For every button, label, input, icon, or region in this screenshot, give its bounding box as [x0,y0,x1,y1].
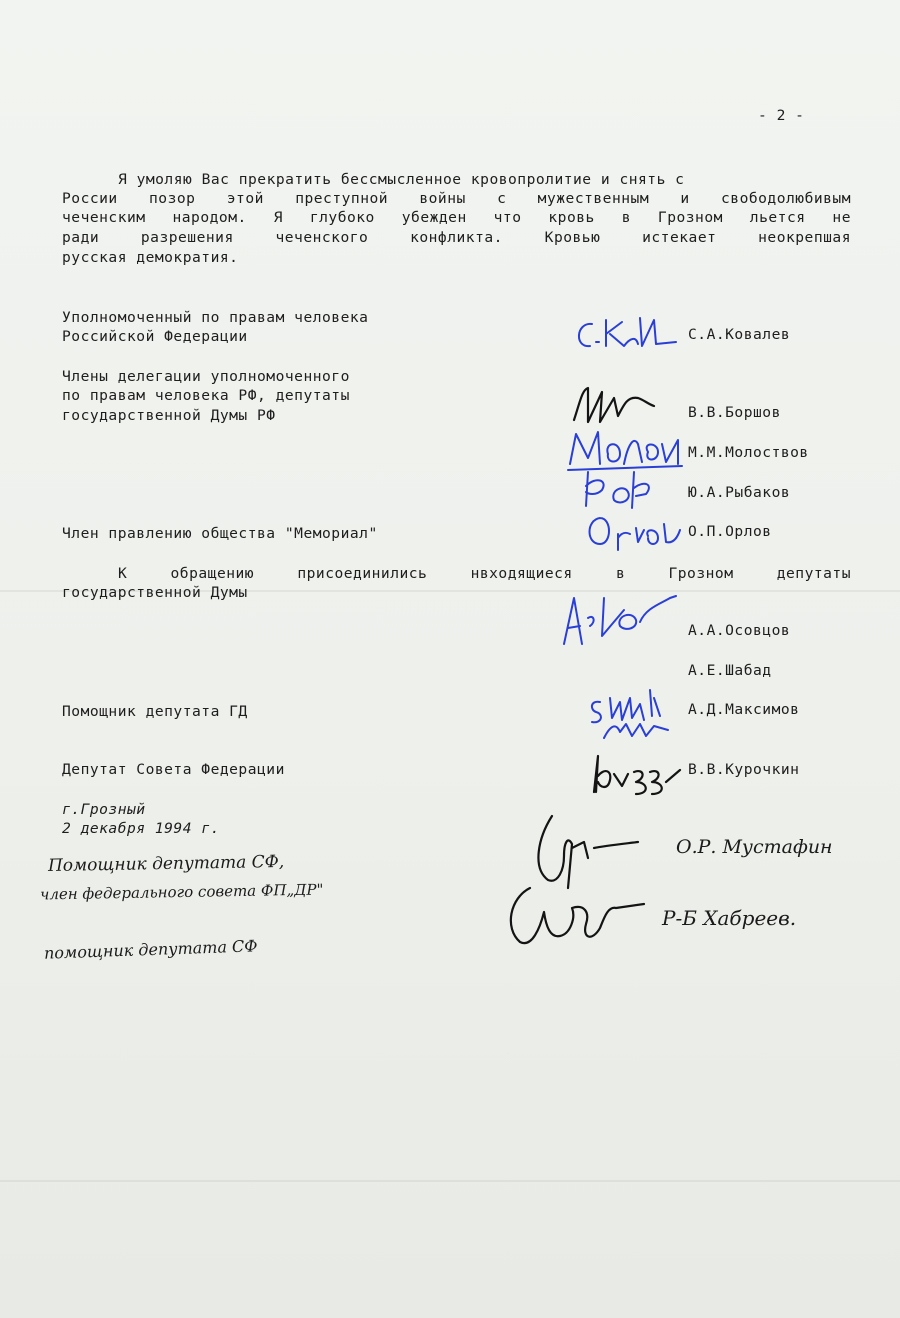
appeal-line: России позор этой преступной войны с мужественным и свободолюбивым [62,190,851,207]
signatory-name: В.В.Боршов [688,404,781,421]
borshov-signature [566,384,678,426]
handwritten-note: член федерального совета ФП„ДР" [39,880,324,904]
signatory-title: по правам человека РФ, депутаты [62,387,350,404]
kovalev-signature [570,312,682,356]
place: г.Грозный [62,801,146,818]
appeal-line: русская демократия. [62,249,239,266]
appeal-line: чеченским народом. Я глубоко убежден что кровь в Грозном льется не [62,209,851,226]
signatory-name: С.А.Ковалев [688,326,791,343]
handwritten-name: Р-Б Хабреев. [662,906,797,930]
page-number: - 2 - [758,107,805,124]
signatory-title: Члены делегации уполномоченного [62,368,350,385]
signatory-title: Член правлению общества "Мемориал" [62,525,378,542]
signatory-title: государственной Думы РФ [62,407,276,424]
maksimov-signature [580,680,680,744]
orlov-signature [582,510,686,550]
khabreev-signature [500,868,650,952]
kurochkin-signature [582,742,682,798]
joined-line: государственной Думы [62,584,248,601]
paper-fold-line [0,1180,900,1182]
signatory-name: В.В.Курочкин [688,761,800,778]
appeal-line: ради разрешения чеченского конфликта. Кровью истекает неокрепшая [62,229,851,246]
signatory-title: Российской Федерации [62,328,248,345]
handwritten-note: помощник депутата СФ [43,936,258,963]
molostvov-signature [562,424,692,472]
signatory-name: Ю.А.Рыбаков [688,484,791,501]
signatory-name: О.П.Орлов [688,523,772,540]
appeal-line: Я умоляю Вас прекратить бессмысленное кровопролитие и снять с [118,171,685,188]
handwritten-name: О.Р. Мустафин [676,836,833,858]
joined-line: К обращению присоединились нвходящиеся в Грозном депутаты [118,565,851,582]
signatory-name: А.Е.Шабад [688,662,772,679]
signatory-name: М.М.Молоствов [688,444,809,461]
signatory-name: А.А.Осовцов [688,622,791,639]
signatory-title: Помощник депутата ГД [62,703,248,720]
date: 2 декабря 1994 г. [62,820,220,837]
rybakov-signature [574,466,670,512]
signatory-title: Уполномоченный по правам человека [62,309,369,326]
osovtsov-signature [550,588,680,650]
signatory-name: А.Д.Максимов [688,701,800,718]
handwritten-note: Помощник депутата СФ, [47,851,285,877]
signatory-title: Депутат Совета Федерации [62,761,285,778]
